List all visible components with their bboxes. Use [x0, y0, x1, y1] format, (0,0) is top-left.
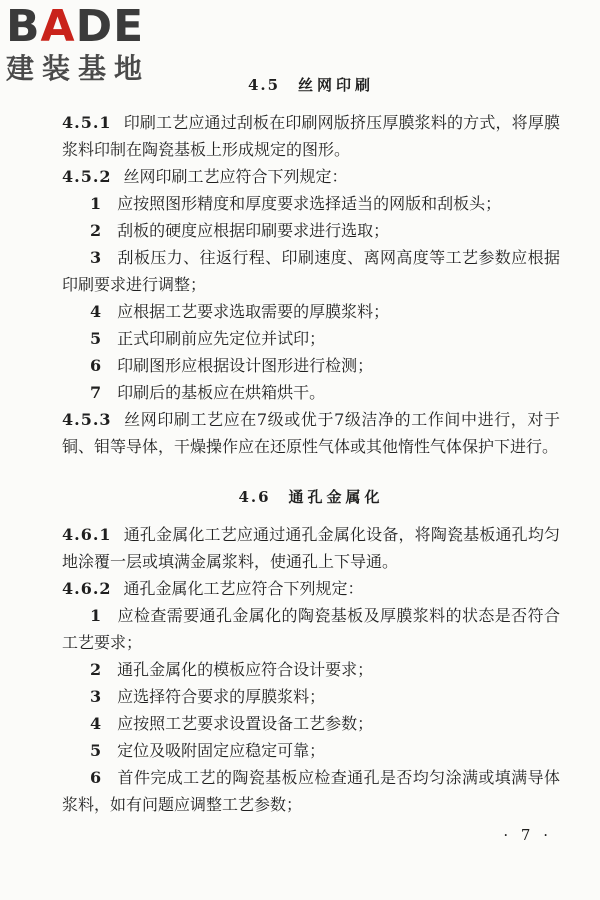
list-item: [62, 352, 560, 379]
clause-number: 4.6.1: [62, 525, 112, 544]
list-item: [62, 683, 560, 710]
list-item: [62, 325, 560, 352]
logo-subtitle: 建装基地: [6, 52, 151, 85]
page-content: [62, 66, 560, 818]
list-item: [62, 737, 560, 764]
item-number: 1: [90, 194, 102, 213]
list-item: [62, 244, 560, 298]
item-text: 应按照图形精度和厚度要求选择适当的网版和刮板头；: [117, 194, 502, 213]
section-title: 通孔金属化: [288, 488, 384, 506]
list-item: [62, 764, 560, 818]
list-item: [62, 379, 560, 406]
section-number: 4.6: [238, 488, 271, 506]
item-text: 刮板压力、往返行程、印刷速度、离网高度等工艺参数应根据印刷要求进行调整；: [62, 248, 560, 294]
item-text: 应按照工艺要求设置设备工艺参数；: [117, 714, 374, 733]
item-text: 应根据工艺要求选取需要的厚膜浆料；: [117, 302, 390, 321]
item-number: 2: [90, 660, 102, 679]
clause-4-6-1: [62, 521, 560, 575]
clause-number: 4.5.3: [62, 410, 112, 429]
clause-number: 4.6.2: [62, 579, 112, 598]
clause-4-5-2: [62, 163, 560, 190]
section-4-5-heading: [62, 74, 560, 95]
clause-text: 丝网印刷工艺应在7级或优于7级洁净的工作间中进行，对于铜、钼等导体，干燥操作应在还原性气体或其他惰性气体保护下进行。: [62, 410, 560, 456]
item-number: 6: [90, 356, 102, 375]
item-text: 通孔金属化的模板应符合设计要求；: [117, 660, 374, 679]
logo-letters-1: B: [6, 1, 41, 52]
logo-letters-2: DE: [75, 1, 145, 52]
logo-wordmark: [6, 1, 176, 52]
clause-4-5-1: [62, 109, 560, 163]
item-number: 6: [90, 768, 102, 787]
list-item: [62, 217, 560, 244]
item-text: 正式印刷前应先定位并试印；: [117, 329, 326, 348]
clause-text: 通孔金属化工艺应符合下列规定：: [123, 579, 364, 598]
item-number: 2: [90, 221, 102, 240]
item-text: 应检查需要通孔金属化的陶瓷基板及厚膜浆料的状态是否符合工艺要求；: [62, 606, 560, 652]
item-number: 4: [90, 714, 102, 733]
item-text: 应选择符合要求的厚膜浆料；: [117, 687, 326, 706]
section-title: 丝网印刷: [298, 76, 375, 94]
section-number: 4.5: [247, 76, 281, 94]
item-text: 定位及吸附固定应稳定可靠；: [117, 741, 326, 760]
item-number: 4: [90, 302, 102, 321]
list-item: [62, 190, 560, 217]
logo-accent-letter: A: [40, 1, 76, 52]
list-item: [62, 656, 560, 683]
clause-text: 通孔金属化工艺应通过通孔金属化设备，将陶瓷基板通孔均匀地涂覆一层或填满金属浆料，使通孔上下导通。: [62, 525, 560, 571]
list-item: [62, 710, 560, 737]
item-text: 首件完成工艺的陶瓷基板应检查通孔是否均匀涂满或填满导体浆料，如有问题应调整工艺参数；: [62, 768, 560, 814]
item-text: 印刷图形应根据设计图形进行检测；: [117, 356, 374, 375]
clause-text: 印刷工艺应通过刮板在印刷网版挤压厚膜浆料的方式，将厚膜浆料印制在陶瓷基板上形成规定的图形。: [62, 113, 560, 159]
item-number: 1: [90, 606, 102, 625]
page-number: · 7 ·: [503, 826, 552, 844]
item-number: 5: [90, 329, 102, 348]
item-number: 3: [90, 687, 102, 706]
list-item: [62, 602, 560, 656]
clause-number: 4.5.2: [62, 167, 112, 186]
item-number: 7: [90, 383, 102, 402]
item-number: 3: [90, 248, 102, 267]
clause-text: 丝网印刷工艺应符合下列规定：: [123, 167, 348, 186]
item-number: 5: [90, 741, 102, 760]
item-text: 印刷后的基板应在烘箱烘干。: [117, 383, 326, 402]
section-4-6-heading: [62, 486, 560, 507]
clause-4-6-2: [62, 575, 560, 602]
clause-number: 4.5.1: [62, 113, 112, 132]
list-item: [62, 298, 560, 325]
item-text: 刮板的硬度应根据印刷要求进行选取；: [117, 221, 390, 240]
clause-4-5-3: [62, 406, 560, 460]
